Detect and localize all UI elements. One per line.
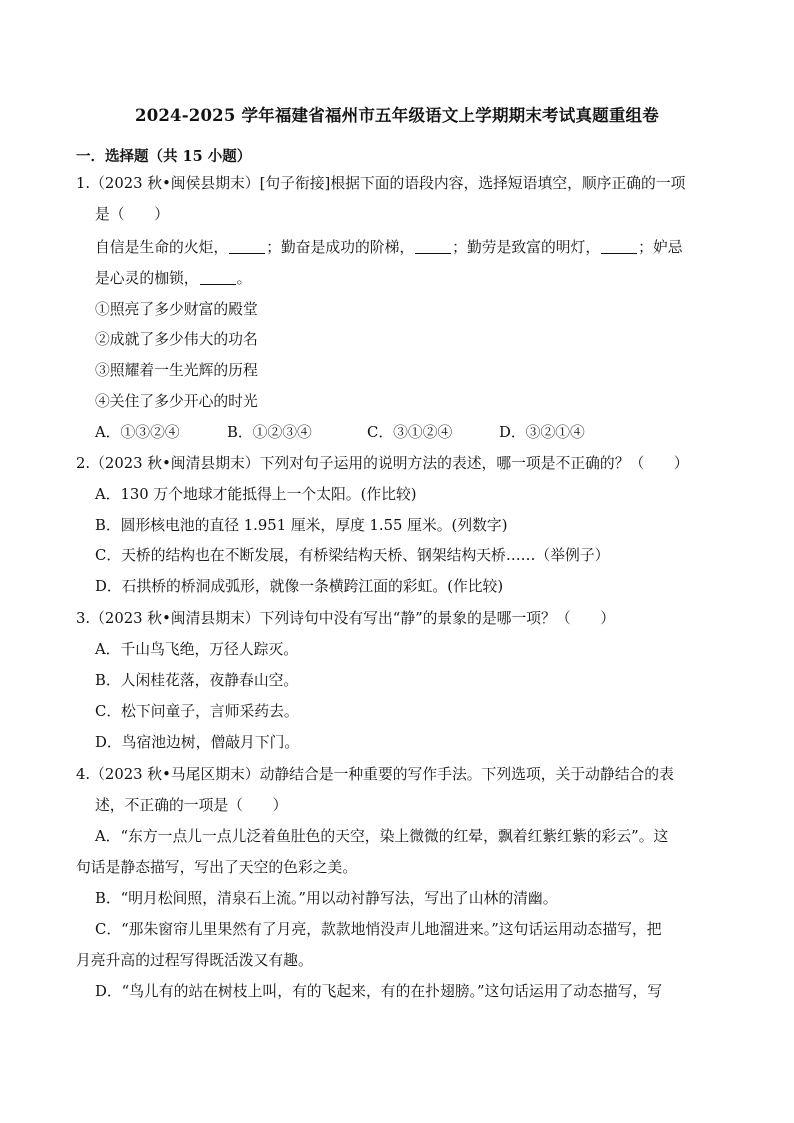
question-1-passage-line2: 是心灵的枷锁， 。: [95, 270, 252, 287]
question-4-option-b: B．“明月松间照，清泉石上流。”用以动衬静写法，写出了山林的清幽。: [95, 890, 558, 907]
answer-blank-1: [229, 239, 265, 254]
question-2-option-d: D．石拱桥的桥洞成弧形，就像一条横跨江面的彩虹。(作比较): [95, 578, 504, 595]
question-1-passage-line1: 自信是生命的火炬， ；勤奋是成功的阶梯， ；勤劳是致富的明灯， ；妒忌: [95, 239, 683, 256]
option-a: A．①③②④: [95, 424, 180, 441]
question-1-item-3: ③照耀着一生光辉的历程: [95, 362, 258, 379]
section-heading: 一．选择题（共 15 小题）: [76, 148, 252, 165]
answer-blank-2: [415, 239, 451, 254]
question-2-stem: 2.（2023 秋•闽清县期末）下列对句子运用的说明方法的表述，哪一项是不正确的？（ ）: [76, 455, 689, 472]
question-4-stem: 4.（2023 秋•马尾区期末）动静结合是一种重要的写作手法。下列选项，关于动静结合的表: [76, 766, 674, 783]
question-3-option-a: A．千山鸟飞绝，万径人踪灭。: [95, 641, 299, 658]
question-2-option-b: B．圆形核电池的直径 1.951 厘米，厚度 1.55 厘米。(列数字): [95, 517, 508, 534]
question-2-option-a: A．130 万个地球才能抵得上一个太阳。(作比较): [95, 486, 417, 503]
question-4-option-a-cont: 句话是静态描写，写出了天空的色彩之美。: [76, 859, 358, 876]
answer-blank-4: [200, 270, 236, 285]
option-b: B．①②③④: [227, 424, 312, 441]
question-1-item-4: ④关住了多少开心的时光: [95, 393, 258, 410]
question-4-stem-cont: 述，不正确的一项是（ ）: [95, 797, 288, 814]
question-4-option-c: C．“那朱窗帘儿里果然有了月亮，款款地悄没声儿地溜进来。”这句话运用动态描写，把: [95, 921, 662, 938]
question-1-item-2: ②成就了多少伟大的功名: [95, 331, 258, 348]
answer-blank-3: [601, 239, 637, 254]
question-2-option-c: C．天桥的结构也在不断发展，有桥梁结构天桥、钢架结构天桥……（举例子）: [95, 547, 610, 564]
question-1-stem: 1.（2023 秋•闽侯县期末）[句子衔接]根据下面的语段内容，选择短语填空，顺序正确的一项: [76, 175, 686, 192]
question-3-option-c: C．松下问童子，言师采药去。: [95, 703, 299, 720]
question-1-options: [95, 423, 585, 443]
question-1-stem-cont: 是（ ）: [95, 206, 169, 223]
question-3-stem: 3.（2023 秋•闽清县期末）下列诗句中没有写出“静”的景象的是哪一项？（ ）: [76, 610, 616, 627]
option-c: C．③①②④: [367, 424, 453, 441]
question-4-option-d: D．“鸟儿有的站在树枝上叫，有的飞起来，有的在扑翅膀。”这句话运用了动态描写，写: [95, 983, 663, 1000]
page-title: 2024-2025 学年福建省福州市五年级语文上学期期末考试真题重组卷: [135, 106, 659, 125]
question-3-option-d: D．鸟宿池边树，僧敲月下门。: [95, 734, 300, 751]
question-4-option-a: A．“东方一点儿一点儿泛着鱼肚色的天空，染上微微的红晕，飘着红紫红紫的彩云”。这: [95, 828, 669, 845]
question-4-option-c-cont: 月亮升高的过程写得既活泼又有趣。: [76, 952, 313, 969]
option-d: D．③②①④: [499, 424, 585, 441]
question-1-item-1: ①照亮了多少财富的殿堂: [95, 301, 258, 318]
question-3-option-b: B．人闲桂花落，夜静春山空。: [95, 672, 299, 689]
